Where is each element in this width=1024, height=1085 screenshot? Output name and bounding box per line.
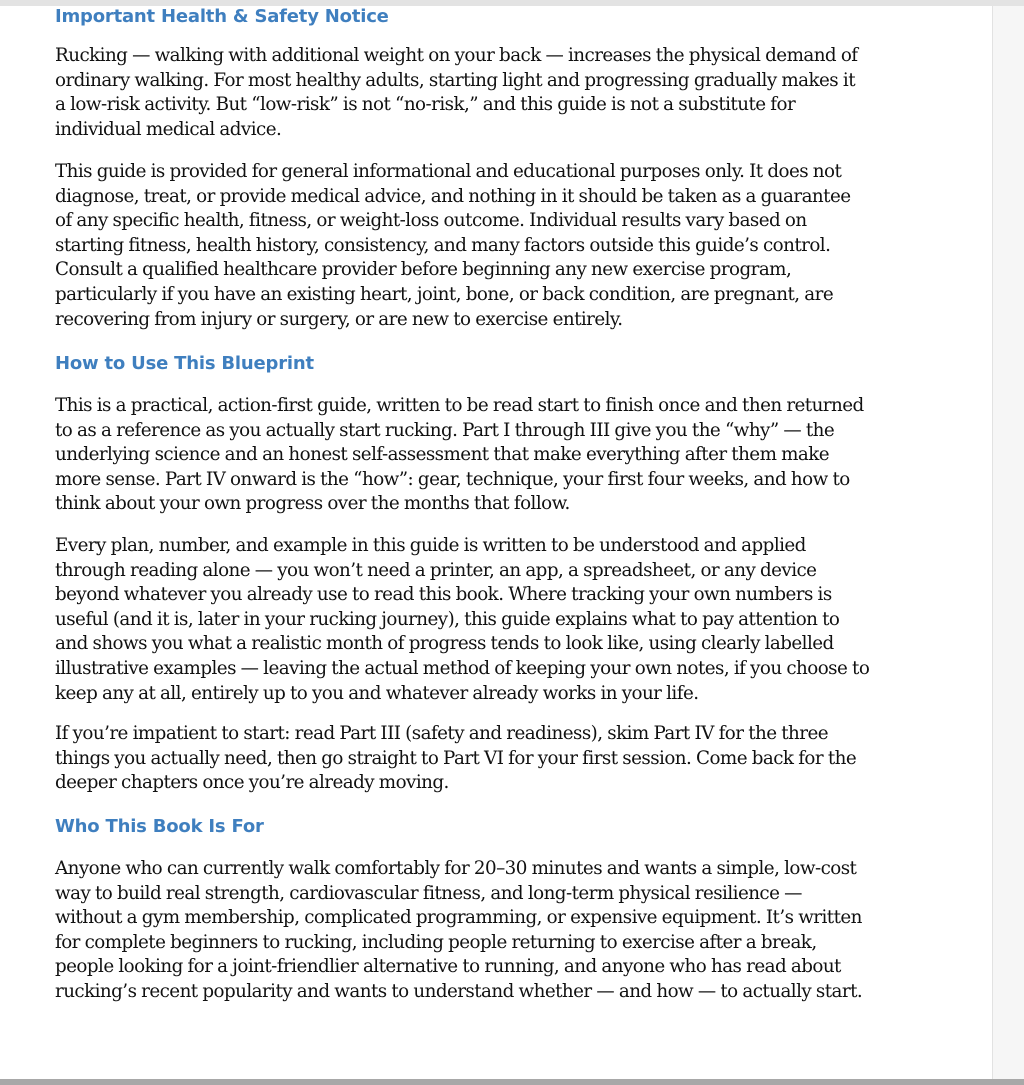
document-page[interactable] [0, 6, 992, 1079]
paragraph-practical-guide: This is a practical, action-first guide, written to be read start to finish once and then returned to as a reference as you actually start rucking. Part I through III give you the “why” — the underlying science and an honest self-assessment that make everything after them make more sense. Part IV onward is the “how”: gear, technique, your first four weeks, and how to think about your own progress over the months that follow. [55, 395, 864, 515]
right-scroll-gutter[interactable] [992, 6, 1024, 1079]
paragraph-rucking-intro: Rucking — walking with additional weight on your back — increases the physical demand of ordinary walking. For most healthy adults, starting light and progressing gradually makes it a low-risk activity. But “low-risk” is not “no-risk,” and this guide is not a substitute for individual medical advice. [55, 45, 858, 140]
heading-who-this-book-is-for: Who This Book Is For [55, 816, 264, 837]
paragraph-impatient-start: If you’re impatient to start: read Part III (safety and readiness), skim Part IV for the three things you actually need, then go straight to Part VI for your first session. Come back for the deeper chapters once you’re already moving. [55, 723, 857, 794]
heading-how-to-use: How to Use This Blueprint [55, 353, 314, 374]
paragraph-disclaimer: This guide is provided for general informational and educational purposes only. It does not diagnose, treat, or provide medical advice, and nothing in it should be taken as a guarantee of any specific health, fitness, or weight-loss outcome. Individual results vary based on starting fitness, health history, consistency, and many factors outside this guide’s control. Consult a qualified healthcare provider before beginning any new exercise program, particularly if you have an existing heart, joint, bone, or back condition, are pregnant, are recovering from injury or surgery, or are new to exercise entirely. [55, 161, 851, 330]
paragraph-audience: Anyone who can currently walk comfortably for 20–30 minutes and wants a simple, low-cost way to build real strength, cardiovascular fitness, and long-term physical resilience — without a gym membership, complicated programming, or expensive equipment. It’s written for complete beginners to rucking, including people returning to exercise after a break, people looking for a joint-friendlier alternative to running, and anyone who has read about rucking’s recent popularity and wants to understand whether — and how — to actually start. [55, 858, 863, 1002]
bottom-edge-bar [0, 1079, 1024, 1085]
paragraph-reading-alone: Every plan, number, and example in this guide is written to be understood and applied through reading alone — you won’t need a printer, an app, a spreadsheet, or any device beyond whatever you already use to read this book. Where tracking your own numbers is useful (and it is, later in your rucking journey), this guide explains what to pay attention to and shows you what a realistic month of progress tends to look like, using clearly labelled illustrative examples — leaving the actual method of keeping your own notes, if you choose to keep any at all, entirely up to you and whatever already works in your life. [55, 535, 870, 704]
heading-health-safety-notice: Important Health & Safety Notice [55, 6, 389, 27]
